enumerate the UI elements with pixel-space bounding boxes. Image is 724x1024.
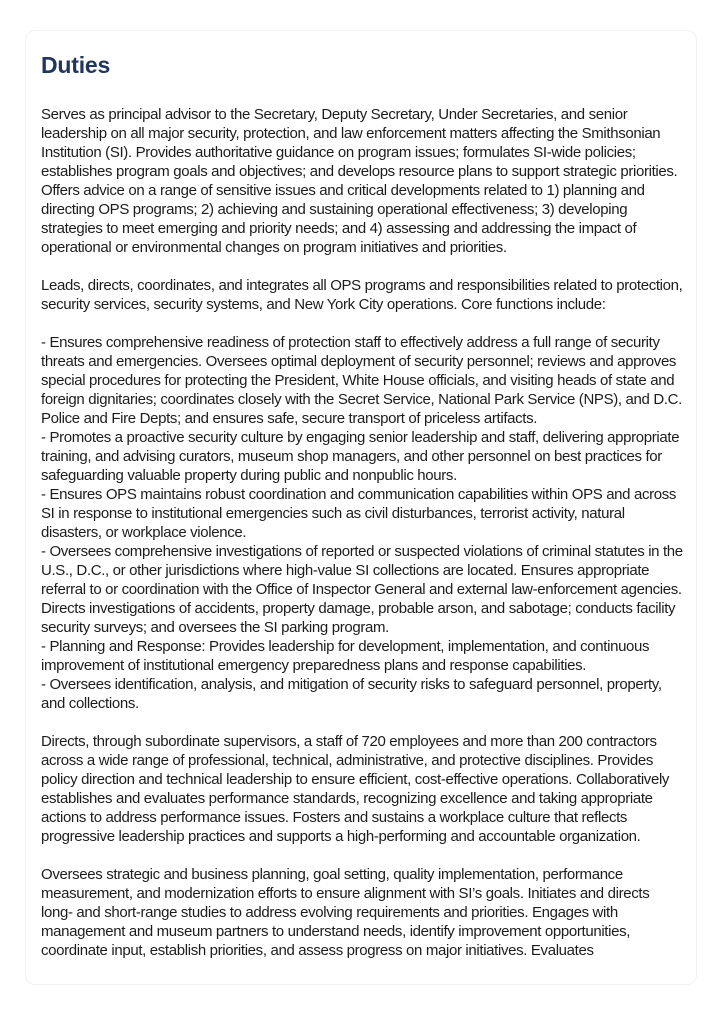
duties-list-item: - Ensures comprehensive readiness of protection staff to effectively address a full range of security threats and emergencies. Oversees optimal deployment of security personnel; reviews and approves special procedures for protecting the President, White House officials, and visiting heads of state and foreign dignitaries; coordinates closely with the Secret Service, National Park Service (NPS), and D.C. Police and Fire Depts; and ensures safe, secure transport of priceless artifacts. [41,334,682,427]
duties-paragraph-intro: Serves as principal advisor to the Secretary, Deputy Secretary, Under Secretaries, and senior leadership on all major security, protection, and law enforcement matters affecting the Smithsonian Institution (SI). Provides authoritative guidance on program issues; formulates SI-wide policies; establishes program goals and objectives; and develops resource plans to support strategic priorities. Offers advice on a range of sensitive issues and critical developments related to 1) planning and directing OPS programs; 2) achieving and sustaining operational effectiveness; 3) developing strategies to meet emerging and priority needs; and 4) assessing and addressing the impact of operational or environmental changes on program initiatives and priorities. [41,106,678,256]
duties-list-item: - Ensures OPS maintains robust coordination and communication capabilities within OPS and across SI in response to institutional emergencies such as civil disturbances, terrorist activity, natural disasters, or workplace violence. [41,486,677,541]
duties-paragraph-strategic-planning: Oversees strategic and business planning, goal setting, quality implementation, performance measurement, and modernization efforts to ensure alignment with SI’s goals. Initiates and directs long- and short-range studies to address evolving requirements and priorities. Engages with management and museum partners to understand needs, identify improvement opportunities, coordinate input, establish priorities, and assess progress on major initiatives. Evaluates [41,866,650,959]
duties-card [25,30,697,985]
duties-body [41,105,683,960]
duties-paragraph-core-functions: Leads, directs, coordinates, and integrates all OPS programs and responsibilities related to protection, security services, security systems, and New York City operations. Core functions include: [41,277,683,313]
duties-heading: Duties [41,52,111,78]
duties-core-functions-list [41,333,683,713]
duties-list-item: - Oversees identification, analysis, and mitigation of security risks to safeguard personnel, property, and collections. [41,676,662,712]
duties-list-item: - Oversees comprehensive investigations of reported or suspected violations of criminal statutes in the U.S., D.C., or other jurisdictions where high-value SI collections are located. Ensures appropriate referral to or coordination with the Office of Inspector General and external law-enforcement agencies. Directs investigations of accidents, property damage, probable arson, and sabotage; conducts facility security surveys; and oversees the SI parking program. [41,543,683,636]
duties-paragraph-staffing: Directs, through subordinate supervisors, a staff of 720 employees and more than 200 contractors across a wide range of professional, technical, administrative, and protective disciplines. Provides policy direction and technical leadership to ensure efficient, cost-effective operations. Collaboratively establishes and evaluates performance standards, recognizing excellence and taking appropriate actions to address performance issues. Fosters and sustains a workplace culture that reflects progressive leadership practices and supports a high-performing and accountable organization. [41,733,670,845]
duties-list-item: - Promotes a proactive security culture by engaging senior leadership and staff, delivering appropriate training, and advising curators, museum shop managers, and other personnel on best practices for safeguarding valuable property during public and nonpublic hours. [41,429,680,484]
duties-list-item: - Planning and Response: Provides leadership for development, implementation, and continuous improvement of institutional emergency preparedness plans and response capabilities. [41,638,650,674]
